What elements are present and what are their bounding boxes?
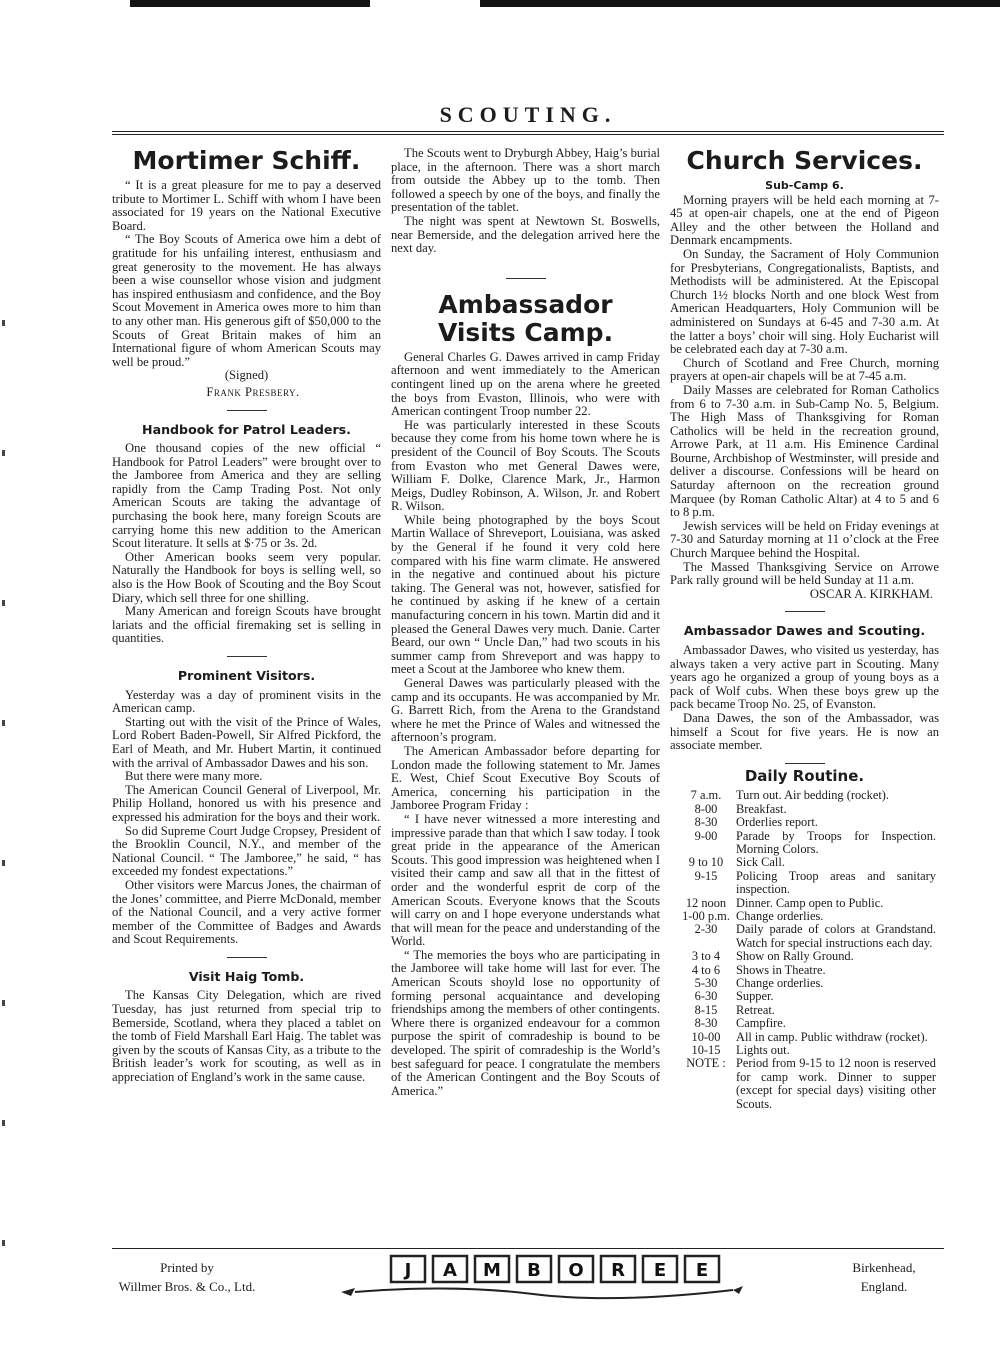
heading-routine: Daily Routine. <box>744 766 865 785</box>
logo-letter: O <box>568 1259 584 1281</box>
paragraph: General Dawes was particularly pleased with the camp and its occupants. He was accompanied by Mr. G. Barrett Rich, from the Arena to the Grandstand where he met the Prince of Wales and witnessed the afternoon’s program. <box>391 676 660 745</box>
logo-letter: E <box>695 1259 709 1281</box>
paragraph: The Kansas City Delegation, which are rived Tuesday, has just returned from special trip to Bemerside, Scotland, whera they placed a tablet on the tomb of Field Marshall Earl Haig. The tablet was given by the scouts of Kansas City, as a tribute to the British leader’s work for scouting, as well as in appreciation of England’s work in the same cause. <box>112 988 381 1085</box>
routine-row <box>680 897 936 910</box>
heading-handbook: Handbook for Patrol Leaders. <box>142 421 351 437</box>
masthead: SCOUTING. <box>439 102 617 127</box>
routine-row <box>680 830 936 857</box>
heading-haig: Visit Haig Tomb. <box>188 968 305 984</box>
paragraph: On Sunday, the Sacrament of Holy Communion for Presbyterians, Congregationalists, Baptists, and Methodists will be administered. At the Episcopal Church 1½ blocks North and one block West from American Headquarters, Holy Communion will be administered on Sundays at 6-45 and 7-30 a.m. At the latter a boys’ choir will sing. Holy Eucharist will be celebrated each day at 7-30 a.m. <box>670 246 939 357</box>
paragraph: Daily Masses are celebrated for Roman Catholics from 6 to 7-30 a.m. in Sub-Camp No. 5, Belgium. The High Mass of Thanksgiving for Roman Catholics will be held in the recreation ground, Arrowe Park, at 11 a.m. His Eminence Cardinal Bourne, Archbishop of Westminster, will preside and deliver a discourse. Confessions will be heard on Saturday afternoon on the recreation ground Marquee (by Roman Catholic Altar) at 4 to 5 and 6 to 8 p.m. <box>670 382 939 520</box>
arrowhead-icon <box>733 1286 743 1294</box>
paragraph: Morning prayers will be held each morning at 7-45 at open-air chapels, one at the end of Pigeon Alley and the other between the Holland and Denmark encampments. <box>670 192 939 248</box>
paragraph: The American Ambassador before departing for London made the following statement to Mr. James E. West, Chief Scout Executive Boy Scouts of America, concerning his participation in the Jamboree Program Friday : <box>391 743 660 813</box>
column-2 <box>391 141 660 1239</box>
jamboree-logo <box>333 1254 753 1300</box>
routine-row <box>680 1017 936 1030</box>
printed-by-label: Printed by <box>160 1259 214 1275</box>
routine-row <box>680 977 936 990</box>
place-line-1: Birkenhead, <box>852 1259 916 1275</box>
article-title-schiff: Mortimer Schiff. <box>132 146 361 175</box>
routine-item: Lights out. <box>736 1043 790 1058</box>
newspaper-page <box>112 95 944 1325</box>
paragraph: Church of Scotland and Free Church, morning prayers at open-air chapels will be at 7-45 a.m. <box>670 355 939 384</box>
section-divider <box>227 410 267 411</box>
printer-name: Willmer Bros. & Co., Ltd. <box>118 1278 256 1294</box>
routine-row <box>680 789 936 802</box>
heading-dawes: Ambassador Dawes and Scouting. <box>683 623 926 639</box>
routine-item: Policing Troop areas and sanitary inspection. <box>736 868 936 897</box>
paragraph: The Massed Thanksgiving Service on Arrowe Park rally ground will be held Sunday at 11 a.m. <box>670 559 939 588</box>
paragraph: “ I have never witnessed a more interesting and impressive parade than that which I saw today. I took great pride in the appearance of the American Scouts. This good impression was heightened when I visited their camp and saw all that in the fittest of order and the wonderful esprit de corp of the American Scouts. Everyone knows that the Scouts will carry on and I hope everyone understands what that will mean for the peace and understanding of the World. <box>391 811 660 949</box>
paragraph: Dana Dawes, the son of the Ambassador, was himself a Scout for five years. He is now an associate member. <box>670 710 939 753</box>
routine-item: Campfire. <box>736 1016 786 1031</box>
section-divider <box>785 611 825 612</box>
logo-letter: B <box>527 1259 541 1281</box>
subcamp-heading: Sub-Camp 6. <box>765 179 844 192</box>
paragraph: But there were many more. <box>125 769 263 784</box>
routine-time: 8-00 <box>694 801 718 816</box>
routine-item: Retreat. <box>736 1002 775 1017</box>
paragraph: “ It is a great pleasure for me to pay a deserved tribute to Mortimer L. Schiff with whom I have been associated for 19 years on the National Executive Board. <box>112 178 381 233</box>
signer-name: OSCAR A. KIRKHAM. <box>809 586 933 601</box>
paragraph: The night was spent at Newtown St. Boswells, near Bemerside, and the delegation arrived here the next day. <box>391 213 660 256</box>
paragraph: Other American books seem very popular. Naturally the Handbook for boys is selling well, so also is the How Book of Scouting and the Boy Scout Diary, which sell three for one shilling. <box>112 549 381 605</box>
paragraph: “ The memories the boys who are participating in the Jamboree will take home will last for ever. The American Scouts shoyld lose no opportunity of forming personal acquaintance and developing friendships among the members of other contingents. Where there is organized endeavour for a common purpose the spirit of comradeship is bound to be developed. The spirit of comradeship is the World’s best safeguard for peace. I congratulate the members of the American Contingent and the Boy Scouts of America.” <box>391 947 660 1098</box>
routine-item: Change orderlies. <box>736 909 824 923</box>
routine-item: Orderlies report. <box>736 815 818 830</box>
paragraph: Yesterday was a day of prominent visits in the American camp. <box>112 687 381 716</box>
paragraph: General Charles G. Dawes arrived in camp Friday afternoon and went immediately to the American contingent lined up on the arena where he greeted the boys from Evaston, Illinois, who were with American contingent Troop number 22. <box>391 349 660 419</box>
routine-row <box>680 1044 936 1057</box>
routine-row <box>680 923 936 950</box>
paragraph: “ The Boy Scouts of America owe him a debt of gratitude for his unfailing interest, enthusiasm and great generosity to the movement. He has always been a wise counsellor whose vision and judgment has inspired enthusiasm and confidence, and the Boy Scout Movement in America owes more to him than to any other man. His generous gift of $50,000 to the Scouts of Great Britain makes of him an International figure of whom American Scouts may well be proud.” <box>112 232 381 369</box>
footer <box>112 1248 944 1298</box>
logo-letter: J <box>404 1259 412 1281</box>
routine-row <box>680 950 936 963</box>
logo-letter: R <box>611 1259 625 1281</box>
section-divider <box>785 763 825 764</box>
routine-row <box>680 1057 936 1111</box>
routine-row <box>680 964 936 977</box>
routine-item: All in camp. Public withdraw (rocket). <box>736 1029 928 1044</box>
routine-item: Daily parade of colors at Grandstand. Watch for special instructions each day. <box>736 922 936 950</box>
routine-row <box>680 816 936 829</box>
logo-letter: M <box>483 1259 501 1281</box>
routine-row <box>680 910 936 923</box>
printer-credit <box>112 1258 262 1296</box>
paragraph: So did Supreme Court Judge Cropsey, President of the Brooklin Council, N.Y., and member of the National Council. “ The Jamboree,” he said, “ has exceeded my fondest expectations.” <box>112 823 381 879</box>
place-credit <box>824 1258 944 1296</box>
routine-row <box>680 990 936 1003</box>
routine-item: Period from 9-15 to 12 noon is reserved for camp work. Dinner to supper (except for special days) visiting other Scouts. <box>736 1056 936 1111</box>
jamboree-logo-graphic <box>333 1254 753 1300</box>
routine-item: Show on Rally Ground. <box>736 949 854 964</box>
section-divider <box>227 656 267 657</box>
routine-time: 9-15 <box>694 868 718 883</box>
routine-time: 3 to 4 <box>691 949 721 964</box>
routine-time: 8-15 <box>694 1002 718 1017</box>
paragraph: Starting out with the visit of the Prince of Wales, Lord Robert Baden-Powell, Sir Alfred Pickford, the Earl of Meath, and Mr. Hubert Martin, it continued with the arrival of Ambassador Dawes and his son. <box>112 714 381 770</box>
routine-time: 9-00 <box>694 828 718 843</box>
arrow-icon <box>341 1288 355 1296</box>
signer-name: Frank Presbery. <box>206 384 300 399</box>
vine-line <box>355 1288 733 1298</box>
section-divider <box>506 278 546 279</box>
article-title-church: Church Services. <box>686 146 923 175</box>
article-title-ambassador: Ambassador Visits Camp. <box>437 289 614 347</box>
routine-time: 2-30 <box>694 922 718 937</box>
routine-time: 8-30 <box>694 1016 718 1031</box>
paragraph: While being photographed by the boys Scout Martin Wallace of Shreveport, Louisiana, was asked by the General if he found it very cold here compared with his fine warm climate. He answered in the negative and continued about his picture taking. The General was not, however, satisfied for he continued by asking if he knew of a certain manufacturing concern in his town. Martin did and it pleased the General Dawes very much. Danie. Carter Beard, our own “ Uncle Dan,” had two scouts in his summer camp from Shreveport and was happy to meet a Scout at the Jamboree who knew them. <box>391 512 660 677</box>
masthead-rule <box>112 131 944 135</box>
column-3 <box>670 141 939 1239</box>
routine-row <box>680 1031 936 1044</box>
paragraph: Jewish services will be held on Friday evenings at 7-30 and Saturday morning at 11 o’clock at the Free Church Marquee behind the Hospital. <box>670 518 939 561</box>
top-scan-band <box>130 0 1000 7</box>
binding-marks <box>0 300 8 1300</box>
routine-time: NOTE : <box>686 1056 726 1071</box>
routine-row <box>680 1004 936 1017</box>
routine-item: Dinner. Camp open to Public. <box>736 895 884 910</box>
routine-time: 7 a.m. <box>690 788 722 803</box>
routine-table <box>680 789 936 1111</box>
signed-label: (Signed) <box>224 368 269 383</box>
logo-letter: E <box>653 1259 667 1281</box>
paragraph: One thousand copies of the new official “ Handbook for Patrol Leaders” were brought over to the Jamboree from America and they are selling rapidly from the Camp Trading Post. Not only American Scouts are taking the advantage of purchasing the book here, many foreign Scouts are carrying home this new addition to the American Scout literature. It sells at $·75 or 3s. 2d. <box>112 441 381 551</box>
paragraph: Ambassador Dawes, who visited us yesterday, has always taken a very active part in Scouting. Many years ago he organized a group of young boys as a pack of Wolf cubs. When these boys grew up the pack became Troop No. 25, of Evanston. <box>670 643 939 712</box>
routine-time: 4 to 6 <box>691 962 721 977</box>
routine-time: 10-00 <box>691 1029 721 1044</box>
columns <box>112 141 944 1239</box>
routine-time: 8-30 <box>694 815 718 830</box>
column-1 <box>112 141 381 1239</box>
routine-time: 9 to 10 <box>688 855 724 870</box>
routine-time: 12 noon <box>685 895 727 910</box>
routine-item: Supper. <box>736 989 774 1004</box>
paragraph: Many American and foreign Scouts have brought lariats and the official firemaking set is selling in quantities. <box>112 604 381 646</box>
routine-item: Turn out. Air bedding (rocket). <box>736 788 890 803</box>
routine-item: Breakfast. <box>736 801 787 816</box>
paragraph: The American Council General of Liverpool, Mr. Philip Holland, honored us with his presence and expressed his admiration for the boys and their work. <box>112 782 381 824</box>
place-line-2: England. <box>860 1278 908 1294</box>
routine-row <box>680 803 936 816</box>
routine-time: 6-30 <box>694 989 718 1004</box>
routine-time: 1-00 p.m. <box>682 909 730 923</box>
paragraph: He was particularly interested in these Scouts because they come from his home town where he is president of the Council of Boy Scouts. The Scouts from Evaston who met General Dawes were, William F. Dolke, Clarence Mark, Jr., Harmon Meigs, Dudley Robinson, A. Wilson, Jr. and Robert R. Wilson. <box>391 417 660 514</box>
logo-letter: A <box>443 1259 457 1281</box>
routine-item: Parade by Troops for Inspection. Morning Colors. <box>736 828 936 856</box>
routine-time: 10-15 <box>691 1043 721 1058</box>
routine-item: Sick Call. <box>736 855 785 870</box>
paragraph: Other visitors were Marcus Jones, the chairman of the Jones’ committee, and Pierre McDonald, member of the National Council, and a very active former member of the Committee of Badges and Awards and Scout Requirements. <box>112 877 381 947</box>
routine-item: Shows in Theatre. <box>736 962 826 977</box>
routine-row <box>680 870 936 897</box>
routine-item: Change orderlies. <box>736 976 824 991</box>
heading-visitors: Prominent Visitors. <box>177 668 316 683</box>
routine-row <box>680 856 936 869</box>
section-divider <box>227 957 267 958</box>
routine-time: 5-30 <box>694 976 718 991</box>
paragraph: The Scouts went to Dryburgh Abbey, Haig’s burial place, in the afternoon. There was a short march from outside the Abbey up to the tomb. Then followed a speech by one of the boys, and finally the presentation of the tablet. <box>391 146 660 215</box>
